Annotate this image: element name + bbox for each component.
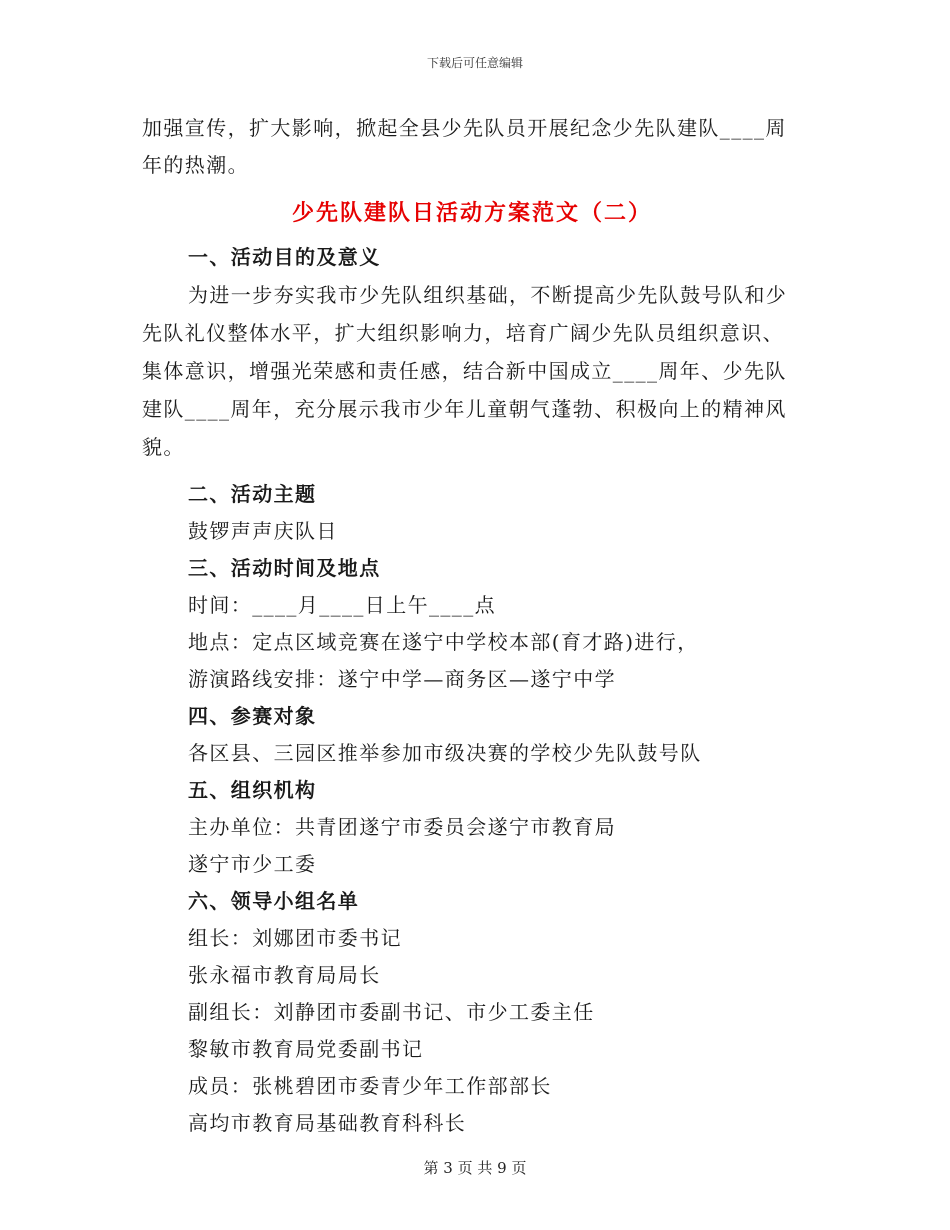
leader-line: 组长：刘娜团市委书记 bbox=[188, 926, 402, 950]
document-title: 少先队建队日活动方案范文（二） bbox=[291, 200, 652, 226]
time-line: 时间：____月____日上午____点 bbox=[188, 593, 496, 617]
theme-line: 鼓锣声声庆队日 bbox=[188, 519, 338, 543]
section-heading-time-place: 三、活动时间及地点 bbox=[188, 556, 381, 580]
place-line: 地点：定点区域竞赛在遂宁中学校本部(育才路)进行， bbox=[188, 630, 699, 654]
spacer bbox=[142, 466, 802, 476]
organizer-line: 遂宁市少工委 bbox=[188, 852, 317, 876]
section-heading-participants: 四、参赛对象 bbox=[188, 704, 317, 728]
document-body bbox=[142, 110, 802, 1142]
intro-paragraph: 加强宣传，扩大影响，掀起全县少先队员开展纪念少先队建队____周年的热潮。 bbox=[142, 116, 787, 177]
leader-line: 高均市教育局基础教育科科长 bbox=[188, 1111, 467, 1135]
participants-line: 各区县、三园区推举参加市级决赛的学校少先队鼓号队 bbox=[188, 741, 702, 765]
page-number: 第 3 页 共 9 页 bbox=[423, 1159, 527, 1177]
section-heading-organization: 五、组织机构 bbox=[188, 778, 317, 802]
route-line: 游演路线安排：遂宁中学—商务区—遂宁中学 bbox=[188, 667, 616, 691]
leader-line: 成员：张桃碧团市委青少年工作部部长 bbox=[188, 1074, 552, 1098]
section-body-purpose: 为进一步夯实我市少先队组织基础，不断提高少先队鼓号队和少先队礼仪整体水平，扩大组织影响力，培育广阔少先队员组织意识、集体意识，增强光荣感和责任感，结合新中国成立____周年、少先队建队____周年，充分展示我市少年儿童朝气蓬勃、积极向上的精神风貌。 bbox=[142, 283, 788, 459]
section-heading-purpose: 一、活动目的及意义 bbox=[188, 245, 381, 269]
section-heading-leadership: 六、领导小组名单 bbox=[188, 889, 360, 913]
leader-line: 张永福市教育局局长 bbox=[188, 963, 381, 987]
leader-line: 黎敏市教育局党委副书记 bbox=[188, 1037, 424, 1061]
leader-line: 副组长：刘静团市委副书记、市少工委主任 bbox=[188, 1000, 595, 1024]
section-heading-theme: 二、活动主题 bbox=[188, 482, 317, 506]
header-watermark: 下载后可任意编辑 bbox=[426, 56, 523, 70]
organizer-line: 主办单位：共青团遂宁市委员会遂宁市教育局 bbox=[188, 815, 616, 839]
